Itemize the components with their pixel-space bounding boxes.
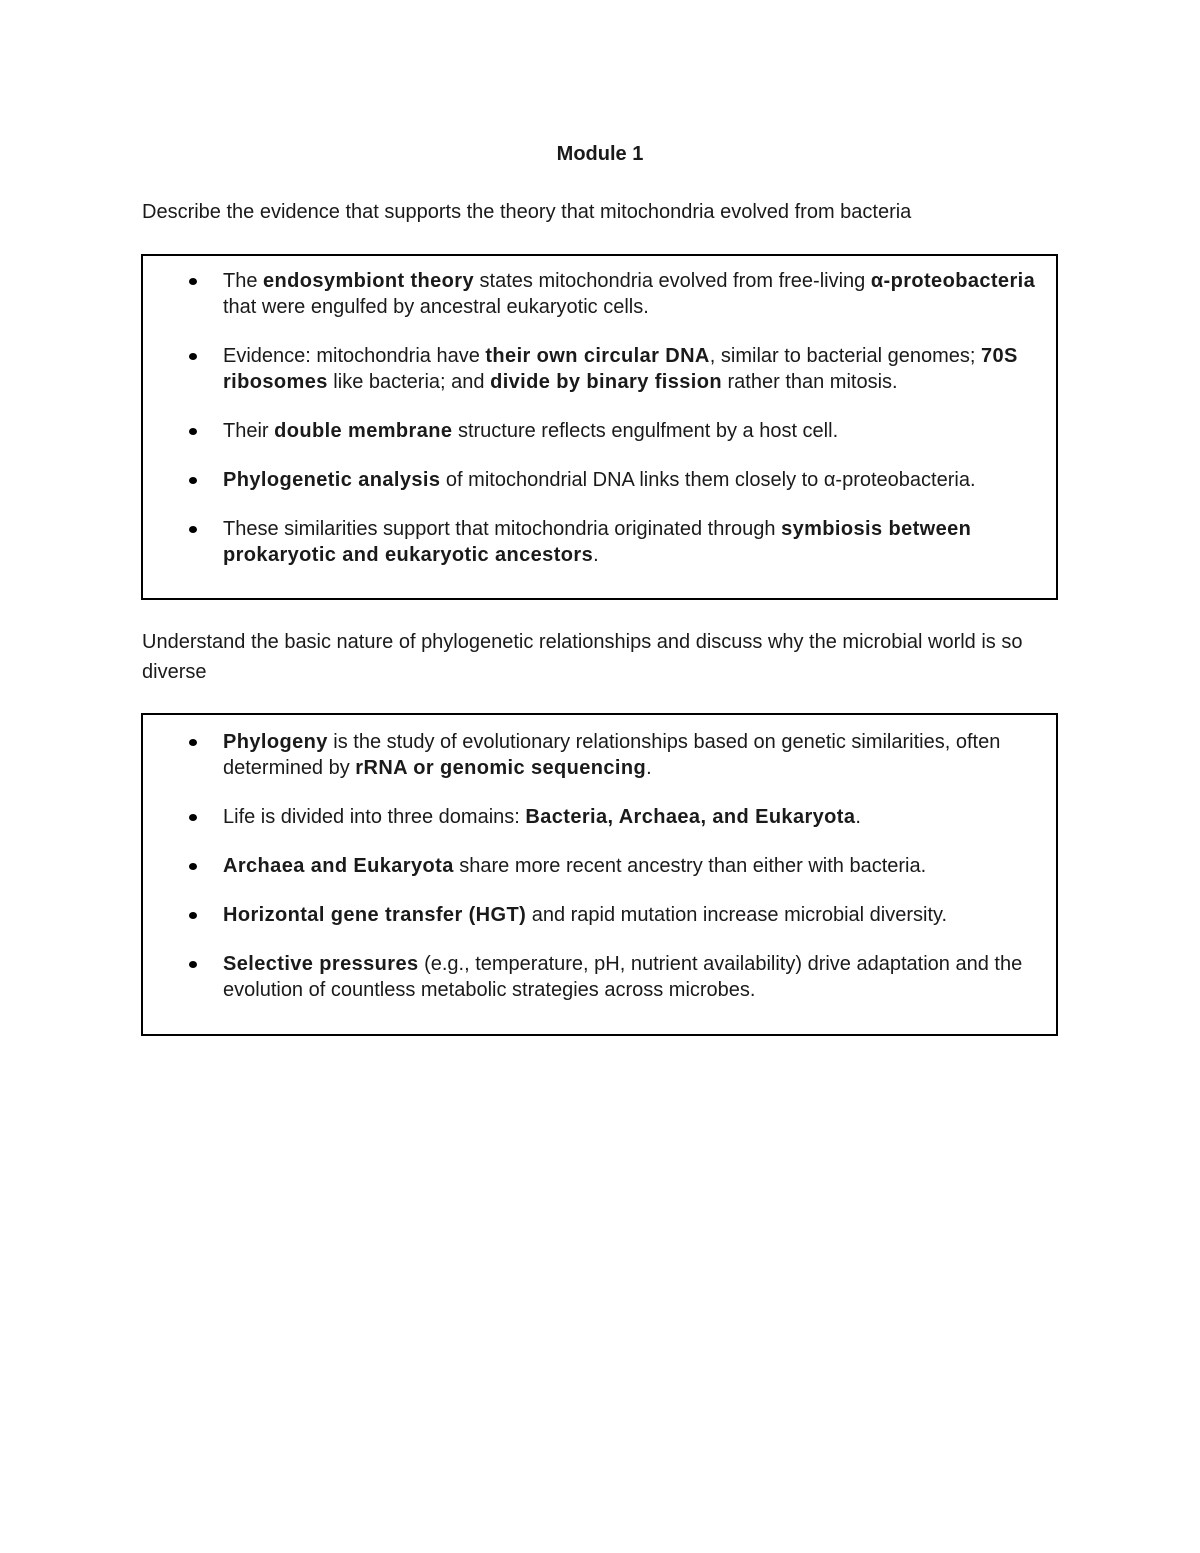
bold-text: double membrane xyxy=(274,420,453,442)
list-item xyxy=(143,853,1056,879)
bullet-icon xyxy=(189,912,197,919)
bullet-list xyxy=(143,268,1056,568)
list-item xyxy=(143,268,1056,320)
text-run: share more recent ancestry than either with bacteria. xyxy=(453,855,927,877)
bullet-icon xyxy=(189,428,197,435)
text-run: Evidence: mitochondria have xyxy=(223,345,486,367)
list-item xyxy=(143,804,1056,830)
text-run: Their xyxy=(223,420,275,442)
text-run: is the study of evolutionary relationships based on genetic similarities, often determined by xyxy=(223,731,1001,779)
bullet-icon xyxy=(189,961,197,968)
bullet-icon xyxy=(189,739,197,746)
bold-text: symbiosis between prokaryotic and eukaryotic ancestors xyxy=(223,518,972,566)
text-run: . xyxy=(855,806,861,828)
bullet-icon xyxy=(189,863,197,870)
bold-text: α-proteobacteria xyxy=(870,270,1036,292)
text-run: (e.g., temperature, pH, nutrient availability) drive adaptation and the evolution of countless metabolic strategies across microbes. xyxy=(223,953,1023,1001)
question-1: Describe the evidence that supports the theory that mitochondria evolved from bacteria xyxy=(142,201,912,223)
text-run: . xyxy=(593,544,599,566)
page-title: Module 1 xyxy=(556,143,644,165)
bullet-icon xyxy=(189,526,197,533)
bold-text: Selective pressures xyxy=(223,953,419,975)
text-run: like bacteria; and xyxy=(327,371,491,393)
list-item xyxy=(143,902,1056,928)
bold-text: Phylogenetic analysis xyxy=(223,469,441,491)
text-run: states mitochondria evolved from free-living xyxy=(473,270,871,292)
bold-text: Horizontal gene transfer (HGT) xyxy=(223,904,527,926)
answer-box-2 xyxy=(141,713,1058,1036)
bold-text: Phylogeny xyxy=(223,731,328,753)
bullet-icon xyxy=(189,353,197,360)
answer-box-1 xyxy=(141,254,1058,600)
text-run: structure reflects engulfment by a host cell. xyxy=(452,420,839,442)
bold-text: divide by binary fission xyxy=(490,371,722,393)
text-run: . xyxy=(646,757,652,779)
text-run: of mitochondrial DNA links them closely to α-proteobacteria. xyxy=(440,469,976,491)
bullet-icon xyxy=(189,278,197,285)
text-run: These similarities support that mitochondria originated through xyxy=(223,518,782,540)
bold-text: 70S ribosomes xyxy=(223,345,1018,393)
text-run: , similar to bacterial genomes; xyxy=(709,345,982,367)
list-item xyxy=(143,343,1056,395)
bold-text: Bacteria, Archaea, and Eukaryota xyxy=(525,806,856,828)
list-item xyxy=(143,729,1056,781)
text-run: that were engulfed by ancestral eukaryotic cells. xyxy=(223,296,649,318)
text-run: The xyxy=(223,270,264,292)
bold-text: Archaea and Eukaryota xyxy=(223,855,454,877)
bold-text: their own circular DNA xyxy=(485,345,710,367)
list-item xyxy=(143,418,1056,444)
list-item xyxy=(143,467,1056,493)
bullet-icon xyxy=(189,477,197,484)
question-2: Understand the basic nature of phylogenetic relationships and discuss why the microbial world is so diverse xyxy=(142,631,1023,683)
list-item xyxy=(143,951,1056,1003)
text-run: and rapid mutation increase microbial diversity. xyxy=(526,904,948,926)
text-run: Life is divided into three domains: xyxy=(223,806,526,828)
bold-text: rRNA or genomic sequencing xyxy=(355,757,647,779)
list-item xyxy=(143,516,1056,568)
text-run: rather than mitosis. xyxy=(721,371,898,393)
bullet-icon xyxy=(189,814,197,821)
bold-text: endosymbiont theory xyxy=(263,270,474,292)
bullet-list xyxy=(143,729,1056,1003)
